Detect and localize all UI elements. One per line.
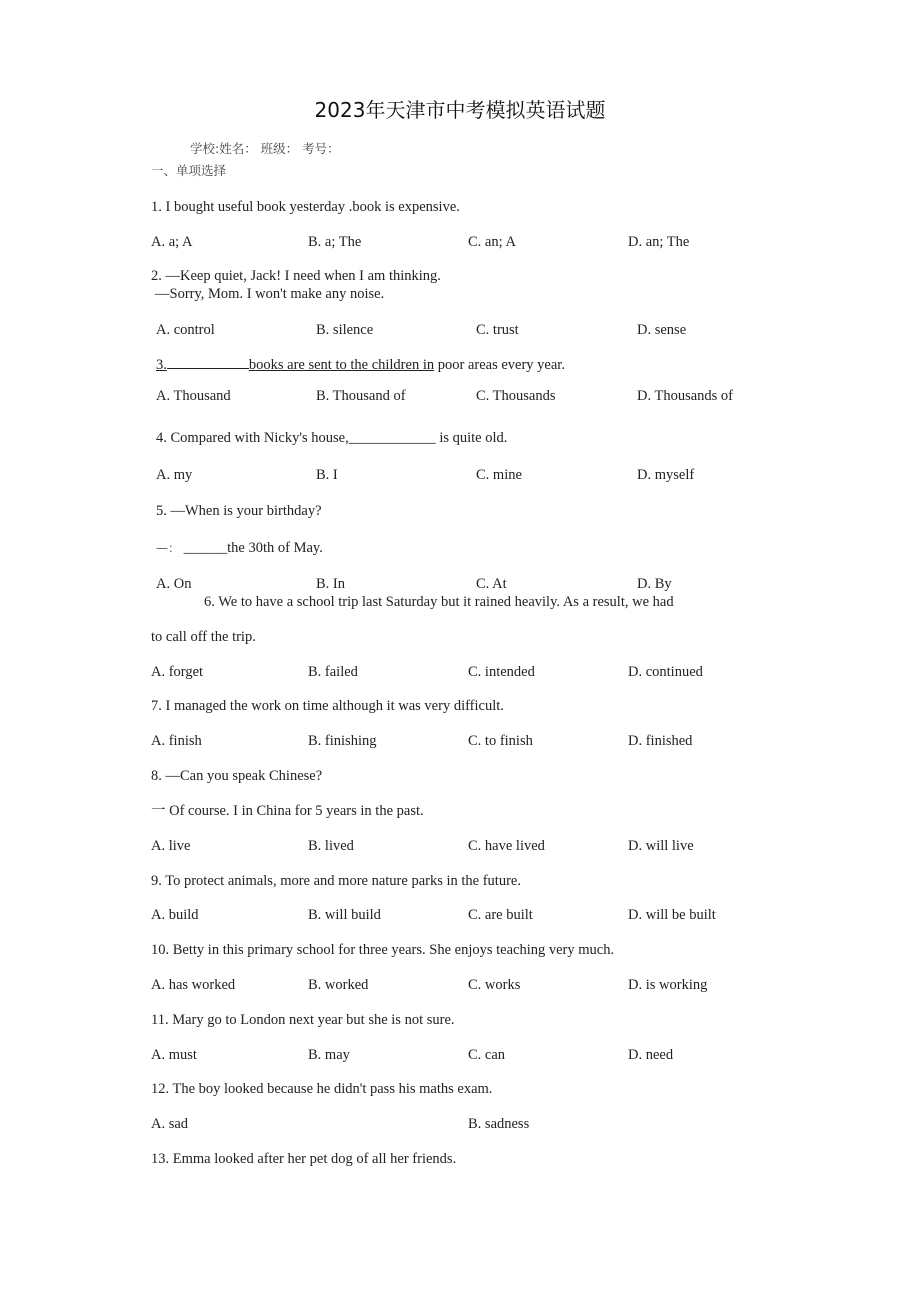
question-3-number: 3. <box>156 357 167 373</box>
question-4-option-b: B. I <box>316 467 338 483</box>
question-9-stem: 9. To protect animals, more and more nature parks in the future. <box>151 873 521 889</box>
question-6-continuation: to call off the trip. <box>151 629 256 645</box>
question-3-option-b: B. Thousand of <box>316 388 406 404</box>
question-4-stem <box>156 429 507 447</box>
question-4-post: _ is quite old. <box>428 430 508 446</box>
question-6-option-b: B. failed <box>308 664 358 680</box>
question-3-blank <box>167 355 249 369</box>
question-7-stem: 7. I managed the work on time although it was very difficult. <box>151 698 504 714</box>
question-11-option-b: B. may <box>308 1047 350 1063</box>
question-4-blank: ___________ <box>348 430 429 446</box>
question-2-option-b: B. silence <box>316 322 374 338</box>
question-2-option-c: C. trust <box>476 322 519 338</box>
question-5-stem: 5. —When is your birthday? <box>156 503 322 519</box>
question-5-reply-dash: —： <box>156 541 181 555</box>
question-10-option-a: A. has worked <box>151 977 236 993</box>
question-8-stem: 8. —Can you speak Chinese? <box>151 768 323 784</box>
question-7-option-b: B. finishing <box>308 733 377 749</box>
question-1-option-a: A. a; A <box>151 234 193 250</box>
question-3-underlined-text: books are sent to the children in <box>248 357 435 373</box>
question-11-stem: 11. Mary go to London next year but she is not sure. <box>151 1012 455 1028</box>
question-4-option-d: D. myself <box>637 467 695 483</box>
question-2-stem: 2. —Keep quiet, Jack! I need when I am thinking. <box>151 268 441 284</box>
question-2-reply: —Sorry, Mom. I won't make any noise. <box>155 286 385 302</box>
question-3-rest: poor areas every year. <box>434 357 565 373</box>
question-8-option-c: C. have lived <box>468 838 545 854</box>
question-9-option-c: C. are built <box>468 907 533 923</box>
question-12-option-a: A. sad <box>151 1116 189 1132</box>
student-info-line: 学校:姓名： 班级： 考号： <box>190 141 340 156</box>
question-7-option-c: C. to finish <box>468 733 533 749</box>
page-title: 2023年天津市中考模拟英语试题 <box>314 98 606 122</box>
question-8-option-a: A. live <box>151 838 191 854</box>
question-5-option-b: B. In <box>316 576 345 592</box>
question-3-option-c: C. Thousands <box>476 388 556 404</box>
question-1-stem: 1. I bought useful book yesterday .book is expensive. <box>151 199 460 215</box>
question-5-reply-rest: the 30th of May. <box>227 540 323 556</box>
question-9-option-d: D. will be built <box>628 907 716 923</box>
question-9-option-a: A. build <box>151 907 199 923</box>
question-3-option-a: A. Thousand <box>156 388 231 404</box>
question-5-option-c: C. At <box>476 576 507 592</box>
question-11-option-c: C. can <box>468 1047 506 1063</box>
question-1-option-c: C. an; A <box>468 234 516 250</box>
question-10-option-d: D. is working <box>628 977 708 993</box>
question-4-option-c: C. mine <box>476 467 522 483</box>
question-4-pre: 4. Compared with Nicky's house, <box>156 430 349 446</box>
question-6-option-c: C. intended <box>468 664 535 680</box>
question-3-option-d: D. Thousands of <box>637 388 733 404</box>
question-6-stem: 6. We to have a school trip last Saturday but it rained heavily. As a result, we had <box>204 594 674 610</box>
question-5-reply-blank: ______ <box>183 540 228 556</box>
question-8-reply: 一 Of course. I in China for 5 years in the past. <box>151 803 424 819</box>
question-5-reply <box>156 539 323 557</box>
question-1-option-b: B. a; The <box>308 234 362 250</box>
question-9-option-b: B. will build <box>308 907 381 923</box>
question-7-option-a: A. finish <box>151 733 202 749</box>
question-1-option-d: D. an; The <box>628 234 690 250</box>
question-2-option-d: D. sense <box>637 322 687 338</box>
question-12-stem: 12. The boy looked because he didn't pass his maths exam. <box>151 1081 493 1097</box>
question-11-option-a: A. must <box>151 1047 197 1063</box>
question-2-option-a: A. control <box>156 322 215 338</box>
question-6-option-d: D. continued <box>628 664 703 680</box>
question-7-option-d: D. finished <box>628 733 693 749</box>
question-8-option-b: B. lived <box>308 838 354 854</box>
section-heading: 一、单项选择 <box>151 163 227 178</box>
question-4-option-a: A. my <box>156 467 193 483</box>
question-5-option-d: D. By <box>637 576 672 592</box>
question-10-stem: 10. Betty in this primary school for three years. She enjoys teaching very much. <box>151 942 615 958</box>
question-12-option-b: B. sadness <box>468 1116 530 1132</box>
question-13-stem: 13. Emma looked after her pet dog of all her friends. <box>151 1151 457 1167</box>
question-8-option-d: D. will live <box>628 838 694 854</box>
question-10-option-c: C. works <box>468 977 521 993</box>
question-6-option-a: A. forget <box>151 664 204 680</box>
question-3-stem <box>156 355 565 374</box>
question-11-option-d: D. need <box>628 1047 674 1063</box>
question-5-option-a: A. On <box>156 576 192 592</box>
question-10-option-b: B. worked <box>308 977 369 993</box>
